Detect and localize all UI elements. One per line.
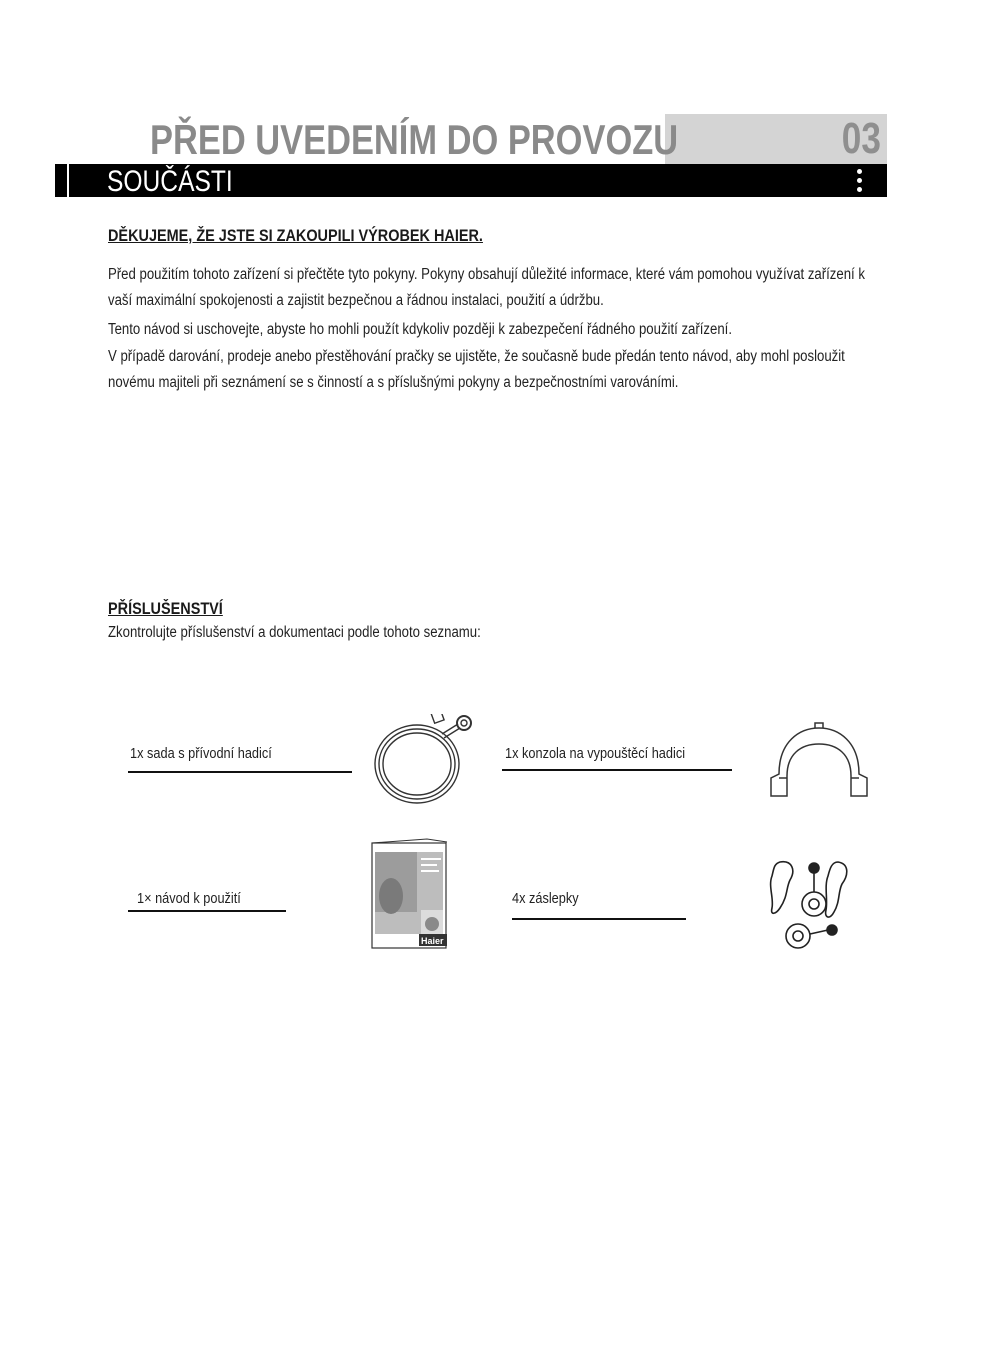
intro-paragraph-1: Před použitím tohoto zařízení si přečtěte tyto pokyny. Pokyny obsahují důležité informace, které vám pomohou využívat zařízení k vaší maximální spokojenosti a zajistit bezpečnou a řádnou instalaci, použití a údržbu. [108,266,865,309]
chapter-title: PŘED UVEDENÍM DO PROVOZU [150,116,679,163]
accessories-subtitle: Zkontrolujte příslušenství a dokumentaci podle tohoto seznamu: [108,624,481,641]
intro-paragraph-3: V případě darování, prodeje anebo přestěhování pračky se ujistěte, že současně bude předán tento návod, aby mohl posloužit novému majiteli při seznámení se s činností a s příslušnými pokyny a bezpečnostními varováními. [108,348,845,391]
section-bar [55,164,887,197]
page-number-box [665,114,887,164]
accessory-label-plugs: 4x záslepky [512,890,579,907]
thanks-heading: DĚKUJEME, ŽE JSTE SI ZAKOUPILI VÝROBEK HAIER. [108,226,483,245]
page-number: 03 [841,114,881,163]
accessory-label-manual: 1× návod k použití [137,890,241,907]
section-title: SOUČÁSTI [107,165,233,198]
inlet-hose-icon [372,714,476,806]
accessory-underline [502,769,732,771]
accessory-underline [128,910,286,912]
section-bar-notch [67,164,69,197]
manual-brand-logo: Haier [421,936,444,946]
intro-paragraph-2: Tento návod si uschovejte, abyste ho mohli použít kdykoliv později k zabezpečení řádného použití zařízení. [108,321,732,338]
accessory-label-inlet-hose: 1x sada s přívodní hadicí [130,745,272,762]
accessory-underline [512,918,686,920]
accessory-underline [128,771,352,773]
drain-hose-bracket-icon [765,720,873,802]
blanking-plugs-icon [766,856,856,954]
accessory-label-drain-bracket: 1x konzola na vypouštěcí hadici [505,745,686,762]
accessories-heading: PŘÍSLUŠENSTVÍ [108,599,223,618]
manual-booklet-icon [371,838,449,950]
dots-decoration-icon [857,169,863,196]
